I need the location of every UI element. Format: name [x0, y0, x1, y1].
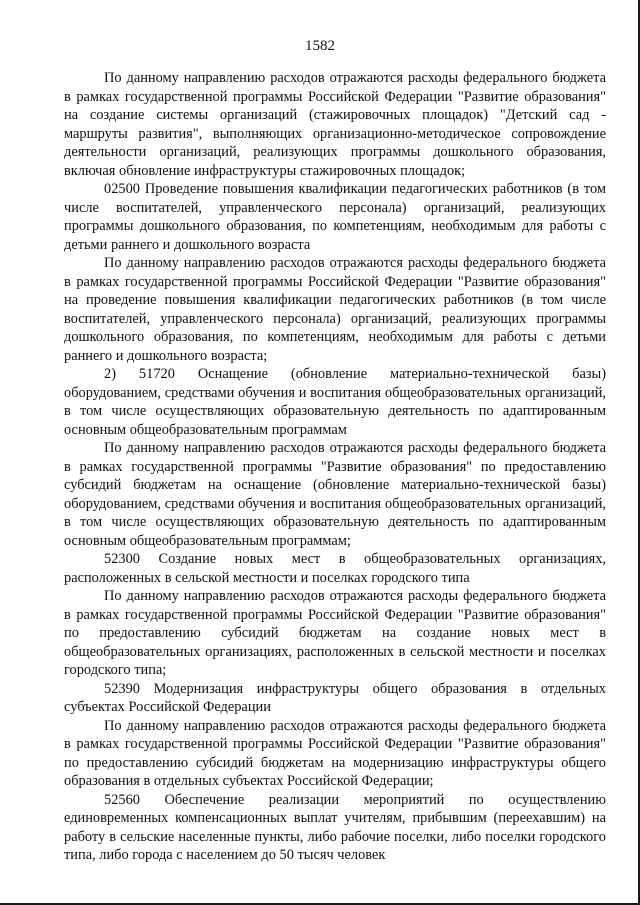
paragraph: По данному направлению расходов отражаются расходы федерального бюджета в рамках государственной программы Российской Федерации "Развитие образования" по предоставлению субсидий бюджетам на модернизацию инфраструктуры общего образования в отдельных субъектах Российской Федерации;	[64, 717, 606, 789]
paragraph: 2) 51720 Оснащение (обновление материально-технической базы) оборудованием, средствами обучения и воспитания общеобразовательных организаций, в том числе осуществляющих образовательную деятельность по адаптированным основным общеобразовательным программам	[64, 366, 606, 438]
paragraph: 52390 Модернизация инфраструктуры общего образования в отдельных субъектах Российской Федерации	[64, 680, 606, 715]
paragraph: 52300 Создание новых мест в общеобразовательных организациях, расположенных в сельской местности и поселках городского типа	[64, 551, 606, 586]
paragraph: 52560 Обеспечение реализации мероприятий по осуществлению единовременных компенсационных выплат учителям, прибывшим (переехавшим) на работу в сельские населенные пункты, либо рабочие поселки, либо поселки городского типа, либо города с населением до 50 тысяч человек	[64, 791, 606, 863]
page-number: 1582	[305, 38, 335, 54]
paragraph: По данному направлению расходов отражаются расходы федерального бюджета в рамках государственной программы Российской Федерации "Развитие образования" на проведение повышения квалификации педагогических работников (в том числе воспитателей, управленческого персонала) организаций, реализующих программы дошкольного образования, по компетенциям, необходимым для работы с детьми раннего и дошкольного возраста;	[64, 255, 606, 364]
document-body	[64, 69, 606, 865]
paragraph: По данному направлению расходов отражаются расходы федерального бюджета в рамках государственной программы Российской Федерации "Развитие образования" на создание системы организаций (стажировочных площадок) "Детский сад - маршруты развития", выполняющих организационно-методическое сопровождение деятельности организаций, реализующих программы дошкольного образования, включая обновление инфраструктуры стажировочных площадок;	[64, 70, 606, 179]
paragraph: По данному направлению расходов отражаются расходы федерального бюджета в рамках государственной программы "Развитие образования" по предоставлению субсидий бюджетам на оснащение (обновление материально-технической базы) оборудованием, средствами обучения и воспитания общеобразовательных организаций, в том числе осуществляющих образовательную деятельность по адаптированным основным общеобразовательным программам;	[64, 440, 606, 549]
paragraph: По данному направлению расходов отражаются расходы федерального бюджета в рамках государственной программы Российской Федерации "Развитие образования" по предоставлению субсидий бюджетам на создание новых мест в общеобразовательных организациях, расположенных в сельской местности и поселках городского типа;	[64, 588, 606, 678]
paragraph: 02500 Проведение повышения квалификации педагогических работников (в том числе воспитателей, управленческого персонала) организаций, реализующих программы дошкольного образования, по компетенциям, необходимым для работы с детьми раннего и дошкольного возраста	[64, 181, 606, 253]
